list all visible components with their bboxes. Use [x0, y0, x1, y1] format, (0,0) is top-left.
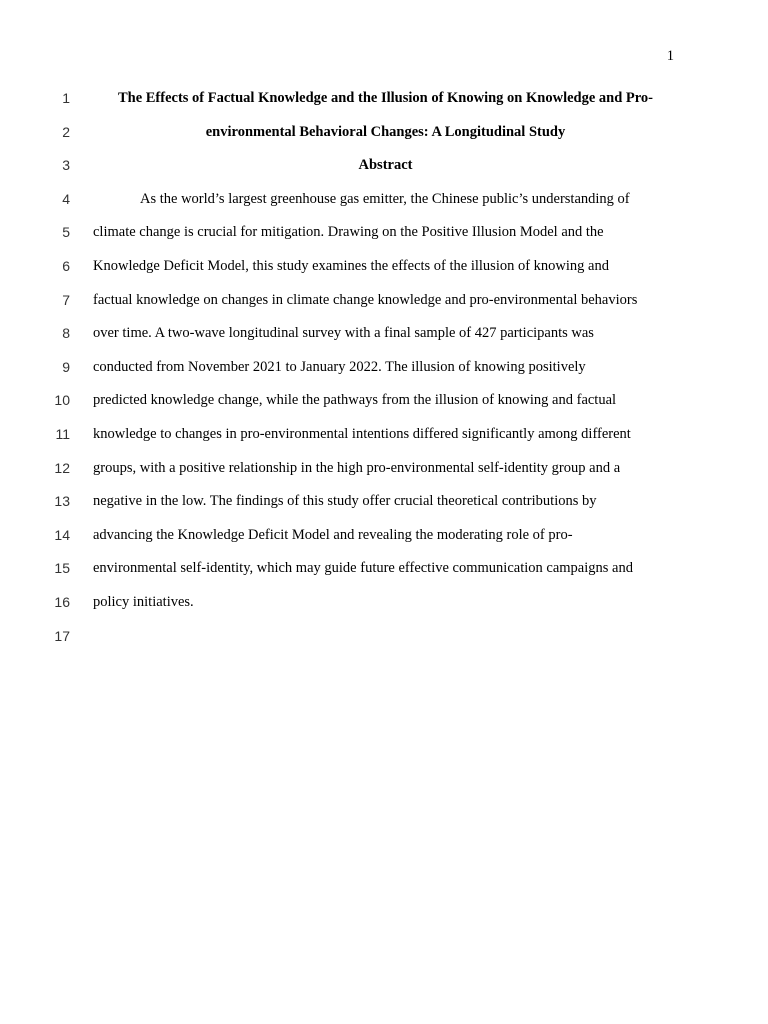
abstract-line: Knowledge Deficit Model, this study examines the effects of the illusion of knowing and [93, 257, 609, 274]
line-number: 10 [54, 392, 70, 409]
abstract-line: conducted from November 2021 to January 2022. The illusion of knowing positively [93, 358, 586, 375]
abstract-line: negative in the low. The findings of this study offer crucial theoretical contributions by [93, 493, 597, 510]
abstract-line: groups, with a positive relationship in the high pro-environmental self-identity group and a [93, 459, 621, 476]
line-number: 4 [62, 190, 70, 207]
line-number: 17 [54, 627, 70, 644]
abstract-line: advancing the Knowledge Deficit Model and revealing the moderating role of pro- [93, 526, 573, 543]
line-number: 5 [62, 224, 70, 241]
abstract-line: predicted knowledge change, while the pathways from the illusion of knowing and factual [93, 392, 617, 409]
paper-title-line: environmental Behavioral Changes: A Longitudinal Study [205, 123, 566, 140]
line-number: 7 [62, 291, 70, 308]
line-number: 8 [62, 325, 70, 342]
abstract-line: environmental self-identity, which may guide future effective communication campaigns and [93, 560, 633, 577]
abstract-heading: Abstract [358, 157, 413, 174]
abstract-line: climate change is crucial for mitigation. Drawing on the Positive Illusion Model and the [93, 224, 604, 241]
line-number: 11 [55, 425, 70, 442]
line-number: 14 [54, 526, 70, 543]
abstract-line: policy initiatives. [93, 593, 194, 610]
paper-title-line: The Effects of Factual Knowledge and the Illusion of Knowing on Knowledge and Pro- [117, 90, 654, 106]
line-number: 3 [62, 157, 70, 174]
line-number: 9 [62, 358, 70, 375]
line-number: 12 [54, 459, 70, 476]
page-body [93, 88, 678, 626]
line-number-gutter [0, 88, 70, 659]
abstract-line: factual knowledge on changes in climate change knowledge and pro-environmental behaviors [93, 291, 638, 308]
abstract-line: over time. A two-wave longitudinal survey with a final sample of 427 participants was [93, 325, 594, 342]
abstract-line: knowledge to changes in pro-environmental intentions differed significantly among different [93, 425, 631, 442]
line-number: 2 [62, 123, 70, 140]
line-number: 16 [54, 593, 70, 610]
abstract-line: As the world’s largest greenhouse gas emitter, the Chinese public’s understanding of [140, 190, 630, 207]
line-number: 6 [62, 257, 70, 274]
line-number: 13 [54, 493, 70, 510]
page-number: 1 [666, 48, 674, 64]
line-number: 15 [54, 560, 70, 577]
line-number: 1 [62, 90, 70, 106]
